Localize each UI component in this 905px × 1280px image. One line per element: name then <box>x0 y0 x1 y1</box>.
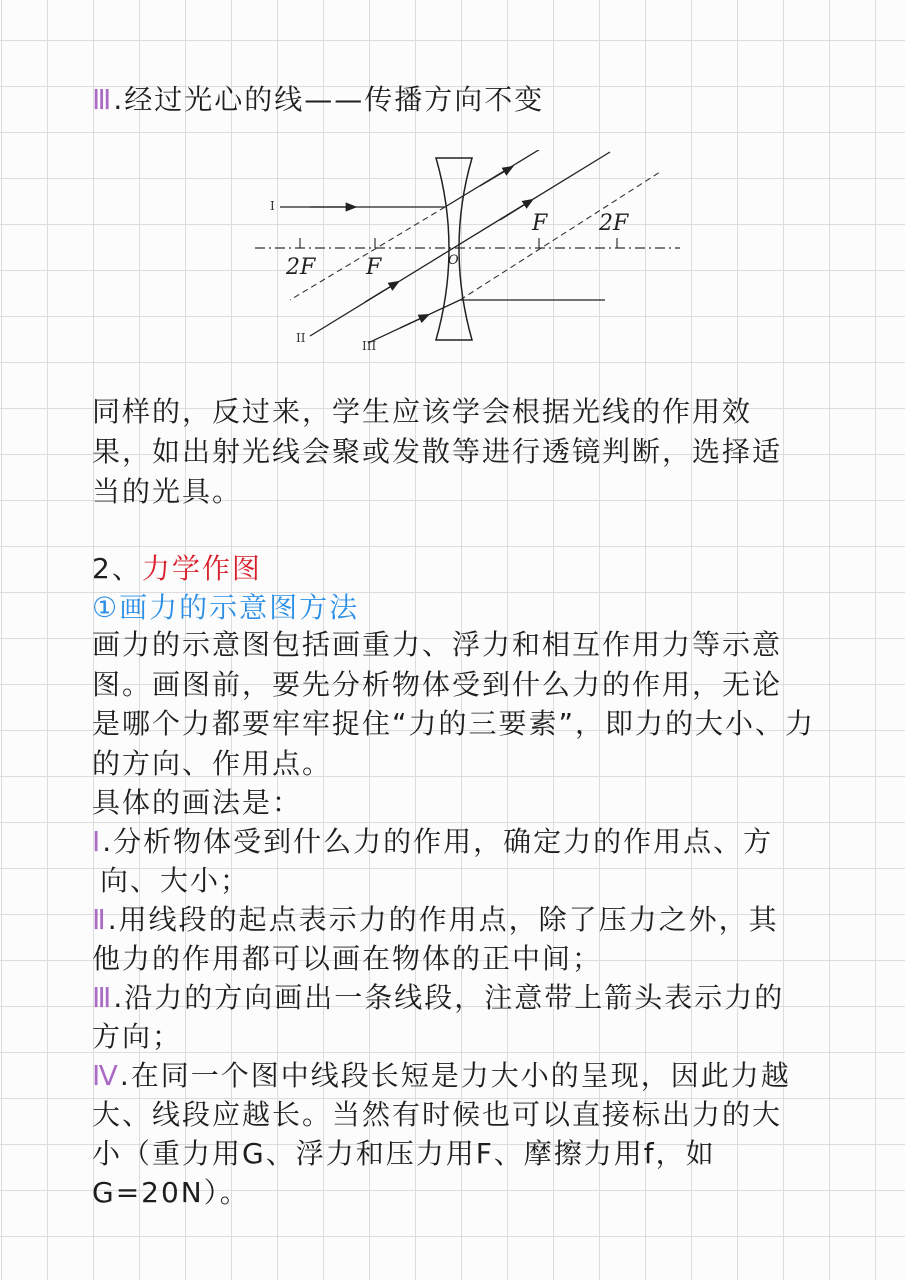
roman-numeral: Ⅲ <box>92 83 114 116</box>
paragraph1-line: 同样的，反过来，学生应该学会根据光线的作用效 <box>92 395 753 428</box>
step-text: .沿力的方向画出一条线段，注意带上箭头表示力的 <box>113 981 785 1014</box>
section-2-heading <box>92 547 262 587</box>
ray-i-extension <box>290 207 445 300</box>
label-2f-right: 2F <box>599 211 629 236</box>
step-numeral: Ⅳ <box>92 1059 120 1092</box>
ray-iii-extension <box>460 172 660 300</box>
heading-text: .经过光心的线——传播方向不变 <box>113 83 545 116</box>
step-iii-cont: 方向； <box>92 1020 183 1053</box>
paragraph1-line: 果，如出射光线会聚或发散等进行透镜判断，选择适 <box>92 435 783 468</box>
paragraph2-line: 的方向、作用点。 <box>92 747 333 780</box>
step-text: .用线段的起点表示力的作用点，除了压力之外，其 <box>107 903 779 936</box>
ray-label-ii: II <box>296 331 306 345</box>
ray-label-iii: III <box>362 339 377 353</box>
ray-ii <box>310 152 610 336</box>
step-iv <box>92 1054 791 1094</box>
step-iv-cont: G=20N）。 <box>92 1176 250 1209</box>
step-numeral: Ⅱ <box>92 903 108 936</box>
step-ii <box>92 898 779 938</box>
step-iii <box>92 976 784 1016</box>
paragraph2-line: 画力的示意图包括画重力、浮力和相互作用力等示意 <box>92 628 783 661</box>
step-text: .分析物体受到什么力的作用，确定力的作用点、方 <box>102 825 774 858</box>
label-2f-left: 2F <box>286 255 316 280</box>
paragraph2-line: 图。画图前，要先分析物体受到什么力的作用，无论 <box>92 668 783 701</box>
step-numeral: Ⅰ <box>92 825 103 858</box>
step-i <box>92 820 773 860</box>
concave-lens-diagram <box>250 150 690 360</box>
step-text: .在同一个图中线段长短是力大小的呈现，因此力越 <box>119 1059 791 1092</box>
label-f-right: F <box>532 211 548 236</box>
paragraph1-line: 当的光具。 <box>92 475 243 508</box>
subsection-1-heading: ①画力的示意图方法 <box>92 591 360 624</box>
paragraph2-line: 是哪个力都要牢牢捉住“力的三要素”，即力的大小、力 <box>92 707 816 740</box>
step-ii-cont: 他力的作用都可以画在物体的正中间； <box>92 942 603 975</box>
heading-iii <box>92 78 544 118</box>
step-i-cont: 向、大小； <box>100 864 251 897</box>
step-iv-cont: 大、线段应越长。当然有时候也可以直接标出力的大 <box>92 1098 783 1131</box>
step-numeral: Ⅲ <box>92 981 114 1014</box>
paragraph2-line: 具体的画法是： <box>92 786 303 819</box>
concave-lens <box>436 158 472 340</box>
label-f-left: F <box>366 255 382 280</box>
step-iv-cont: 小（重力用G、浮力和压力用F、摩擦力用f，如 <box>92 1137 716 1170</box>
section-number: 2、 <box>92 552 142 585</box>
ray-label-i: I <box>270 199 275 213</box>
label-optical-center: O <box>448 253 459 268</box>
section-title: 力学作图 <box>141 552 262 585</box>
